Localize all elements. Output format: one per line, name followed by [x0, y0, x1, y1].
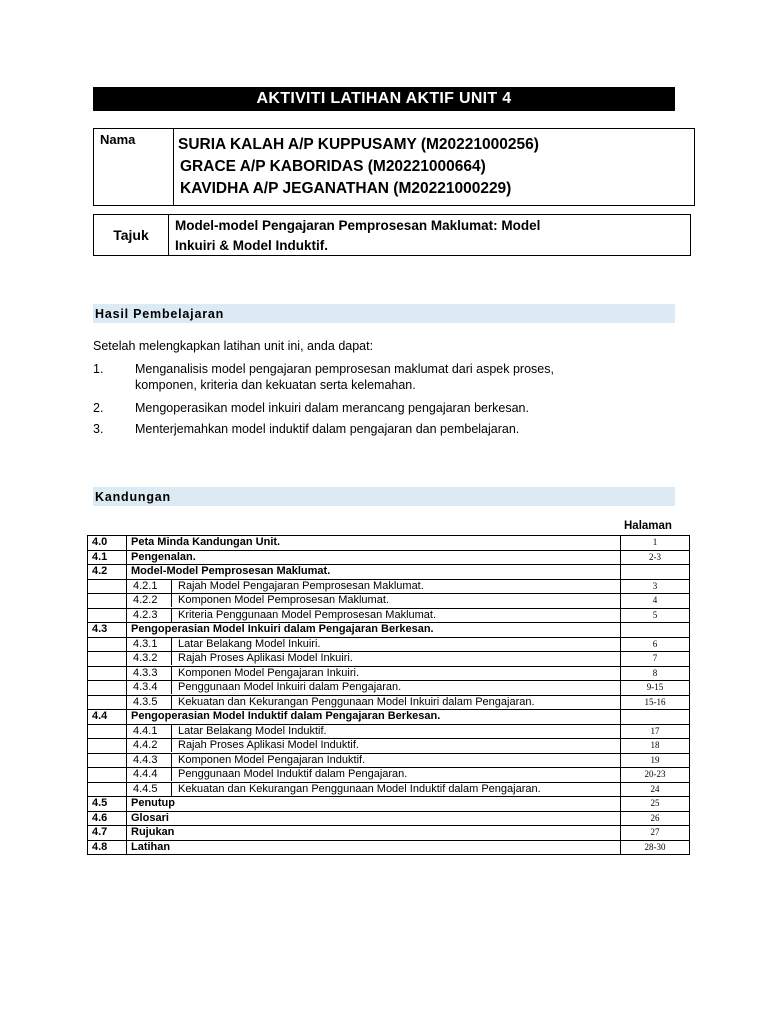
row-title-cell — [127, 681, 621, 696]
row-page: 18 — [621, 739, 690, 754]
row-title: Peta Minda Kandungan Unit. — [131, 536, 281, 549]
row-title-cell — [127, 608, 621, 623]
row-subcode: 4.4.4 — [133, 768, 158, 781]
row-divider — [171, 725, 172, 738]
row-divider — [171, 652, 172, 665]
table-row — [88, 594, 690, 609]
row-title: Latihan — [131, 840, 171, 853]
table-row — [88, 811, 690, 826]
hasil-intro: Setelah melengkapkan latihan unit ini, anda dapat: — [93, 339, 374, 353]
row-title-cell — [127, 623, 621, 638]
row-title-cell — [127, 550, 621, 565]
row-title-cell — [127, 637, 621, 652]
table-row — [88, 652, 690, 667]
kandungan-heading: Kandungan — [93, 487, 675, 506]
row-divider — [171, 609, 172, 622]
tajuk-text — [169, 215, 540, 255]
row-subcode: 4.2.1 — [133, 579, 158, 592]
row-title: Latar Belakang Model Induktif. — [178, 724, 327, 737]
row-page: 6 — [621, 637, 690, 652]
row-page: 24 — [621, 782, 690, 797]
table-row — [88, 782, 690, 797]
row-title-cell — [127, 594, 621, 609]
row-title: Penggunaan Model Inkuiri dalam Pengajaran. — [178, 681, 402, 694]
row-page: 4 — [621, 594, 690, 609]
row-subcode: 4.3.2 — [133, 652, 158, 665]
row-title-cell — [127, 811, 621, 826]
row-divider — [171, 594, 172, 607]
row-title: Komponen Model Pemprosesan Maklumat. — [178, 594, 389, 607]
row-title: Kriteria Penggunaan Model Pemprosesan Maklumat. — [178, 608, 437, 621]
row-title-cell — [127, 739, 621, 754]
tajuk-label: Tajuk — [94, 215, 169, 255]
row-divider — [171, 681, 172, 694]
nama-list — [174, 129, 539, 205]
table-row — [88, 637, 690, 652]
row-title: Pengenalan. — [131, 550, 196, 563]
row-title-cell — [127, 768, 621, 783]
row-divider — [171, 696, 172, 709]
tajuk-line: Inkuiri & Model Induktif. — [175, 238, 328, 253]
row-code — [88, 753, 127, 768]
row-code — [88, 681, 127, 696]
row-title-cell — [127, 695, 621, 710]
table-row — [88, 797, 690, 812]
hasil-heading: Hasil Pembelajaran — [93, 304, 675, 323]
row-title-cell — [127, 782, 621, 797]
row-page: 27 — [621, 826, 690, 841]
row-subcode: 4.2.2 — [133, 594, 158, 607]
row-title-cell — [127, 710, 621, 725]
row-divider — [171, 638, 172, 651]
row-title: Pengoperasian Model Inkuiri dalam Pengajaran Berkesan. — [131, 623, 434, 636]
contents-table — [87, 535, 690, 855]
row-divider — [171, 739, 172, 752]
row-page: 9-15 — [621, 681, 690, 696]
row-subcode: 4.3.1 — [133, 637, 158, 650]
row-code — [88, 782, 127, 797]
row-subcode: 4.3.5 — [133, 695, 158, 708]
row-code — [88, 768, 127, 783]
table-row — [88, 666, 690, 681]
row-page — [621, 565, 690, 580]
table-row — [88, 623, 690, 638]
halaman-label: Halaman — [624, 520, 672, 532]
nama-line: KAVIDHA A/P JEGANATHAN (M20221000229) — [180, 180, 512, 197]
objective-text: Menterjemahkan model induktif dalam pengajaran dan pembelajaran. — [135, 422, 520, 436]
row-code — [88, 666, 127, 681]
row-title: Komponen Model Pengajaran Inkuiri. — [178, 666, 360, 679]
row-title: Glosari — [131, 811, 169, 824]
row-title: Komponen Model Pengajaran Induktif. — [178, 753, 366, 766]
row-page: 3 — [621, 579, 690, 594]
objective-text: Menganalisis model pengajaran pemprosesan maklumat dari aspek proses, — [135, 362, 554, 376]
row-title: Rajah Proses Aplikasi Model Induktif. — [178, 739, 359, 752]
row-code — [88, 594, 127, 609]
row-code: 4.5 — [88, 797, 127, 812]
row-title-cell — [127, 666, 621, 681]
row-divider — [171, 783, 172, 796]
table-row — [88, 724, 690, 739]
objective-text: komponen, kriteria dan kekuatan serta kelemahan. — [135, 378, 416, 392]
row-subcode: 4.4.3 — [133, 753, 158, 766]
row-page: 5 — [621, 608, 690, 623]
row-title-cell — [127, 579, 621, 594]
row-page: 8 — [621, 666, 690, 681]
row-code: 4.4 — [88, 710, 127, 725]
row-divider — [171, 580, 172, 593]
row-subcode: 4.4.2 — [133, 739, 158, 752]
row-page: 28-30 — [621, 840, 690, 855]
row-title-cell — [127, 797, 621, 812]
row-title: Penutup — [131, 797, 175, 810]
row-page: 26 — [621, 811, 690, 826]
row-code: 4.6 — [88, 811, 127, 826]
row-page: 17 — [621, 724, 690, 739]
tajuk-line: Model-model Pengajaran Pemprosesan Maklumat: Model — [175, 218, 541, 233]
row-title: Rajah Proses Aplikasi Model Inkuiri. — [178, 652, 353, 665]
row-title: Model-Model Pemprosesan Maklumat. — [131, 565, 331, 578]
objective-number: 2. — [93, 401, 104, 415]
table-row — [88, 768, 690, 783]
table-row — [88, 695, 690, 710]
row-title: Rujukan — [131, 826, 175, 839]
row-subcode: 4.4.5 — [133, 782, 158, 795]
row-divider — [171, 768, 172, 781]
page-title: AKTIVITI LATIHAN AKTIF UNIT 4 — [93, 87, 675, 111]
nama-label: Nama — [94, 129, 174, 205]
row-subcode: 4.3.3 — [133, 666, 158, 679]
row-title: Kekuatan dan Kekurangan Penggunaan Model Inkuiri dalam Pengajaran. — [178, 695, 535, 708]
row-code — [88, 637, 127, 652]
row-code: 4.1 — [88, 550, 127, 565]
row-code: 4.8 — [88, 840, 127, 855]
nama-line: SURIA KALAH A/P KUPPUSAMY (M20221000256) — [178, 136, 539, 153]
row-page — [621, 710, 690, 725]
row-page: 19 — [621, 753, 690, 768]
row-title-cell — [127, 565, 621, 580]
row-subcode: 4.3.4 — [133, 681, 158, 694]
row-page — [621, 623, 690, 638]
row-title: Latar Belakang Model Inkuiri. — [178, 637, 321, 650]
row-code — [88, 652, 127, 667]
row-page: 1 — [621, 536, 690, 551]
row-code: 4.7 — [88, 826, 127, 841]
nama-line: GRACE A/P KABORIDAS (M20221000664) — [180, 158, 486, 175]
table-row — [88, 681, 690, 696]
row-title-cell — [127, 826, 621, 841]
row-code — [88, 739, 127, 754]
nama-box — [93, 128, 695, 206]
table-row — [88, 710, 690, 725]
row-divider — [171, 754, 172, 767]
row-title: Rajah Model Pengajaran Pemprosesan Maklumat. — [178, 579, 424, 592]
row-title-cell — [127, 536, 621, 551]
table-row — [88, 579, 690, 594]
row-title-cell — [127, 724, 621, 739]
table-row — [88, 826, 690, 841]
table-row — [88, 739, 690, 754]
row-subcode: 4.2.3 — [133, 608, 158, 621]
row-page: 15-16 — [621, 695, 690, 710]
objective-number: 1. — [93, 362, 104, 376]
row-title-cell — [127, 753, 621, 768]
table-row — [88, 536, 690, 551]
row-code: 4.0 — [88, 536, 127, 551]
tajuk-box — [93, 214, 691, 256]
table-row — [88, 550, 690, 565]
objective-text: Mengoperasikan model inkuiri dalam merancang pengajaran berkesan. — [135, 401, 529, 415]
row-page: 7 — [621, 652, 690, 667]
row-code — [88, 608, 127, 623]
row-title: Pengoperasian Model Induktif dalam Pengajaran Berkesan. — [131, 710, 441, 723]
row-title: Penggunaan Model Induktif dalam Pengajaran. — [178, 768, 408, 781]
row-code: 4.2 — [88, 565, 127, 580]
row-code — [88, 724, 127, 739]
table-row — [88, 840, 690, 855]
table-row — [88, 608, 690, 623]
row-code — [88, 695, 127, 710]
row-page: 25 — [621, 797, 690, 812]
objective-number: 3. — [93, 422, 104, 436]
row-code: 4.3 — [88, 623, 127, 638]
row-title-cell — [127, 652, 621, 667]
row-page: 20-23 — [621, 768, 690, 783]
row-divider — [171, 667, 172, 680]
row-title-cell — [127, 840, 621, 855]
row-code — [88, 579, 127, 594]
table-row — [88, 565, 690, 580]
row-title: Kekuatan dan Kekurangan Penggunaan Model Induktif dalam Pengajaran. — [178, 782, 541, 795]
row-page: 2-3 — [621, 550, 690, 565]
table-row — [88, 753, 690, 768]
row-subcode: 4.4.1 — [133, 724, 158, 737]
